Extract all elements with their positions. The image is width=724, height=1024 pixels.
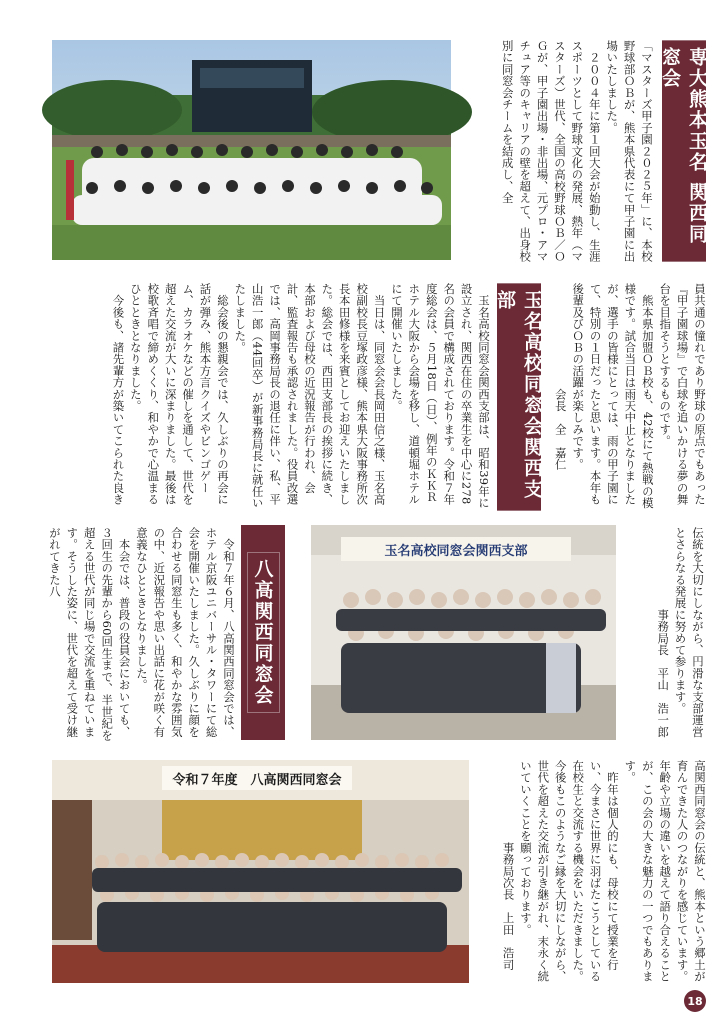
page-number: 18 <box>684 990 706 1012</box>
hachiko-banner-text: 令和７年度 八高関西同窓会 <box>172 773 342 788</box>
article2-body: 玉名高校同窓会関西支部は、昭和39年に設立され、関西在住の卒業生を中心に278名の会員で構成されております。令和７年度総会は、５月18日（日）、例年のＫＫＲホテル大阪から会場を移し、道頓堀ホテルにて開催いたしました。 当日は、同窓会会長岡田信之様、玉名高校副校長豆塚政彦様、熊本県大阪事務所次長本田修様を来賓としてお迎えいたしました。総会では、西田支部長の挨拶に続き、本部および母校の近況報告が行われ、会計、監査報告も承認されました。役員改選では、高岡事務局長の退任に伴い、私、平山浩一郎（44回卒）が新事務局長に就任いたしました。 総会後の懇親会では、久しぶりの再会に話が弾み、熊本方言クイズやビンゴゲーム、カラオケなどの催しを通して、世代を超えた交流が大いに深まりました。最後は校歌斉唱で締めくくり、和やかで心温まるひとときとなりました。 今後も、諸先輩方が築いてこられた良き <box>111 283 491 509</box>
baseball-team-photo <box>52 40 451 260</box>
article3-body-continued: 高関西同窓会の伝統と、熊本という郷土が育んできた人のつながりを感じています。年齢や立場の違いを越えて語り合えることが、この会の大きな魅力の一つでもあります。 昨年は個人的にも、母校にて授業を行い、今まさに世界に羽ばたこうとしている在校生と交流する機会をいただきました。今後もこのようなご縁を大切にしながら、世代を超えた交流が引き継がれ、末永く続いていくことを願っております。 事務局次長 上田 浩司 <box>501 760 707 983</box>
tamana-banner-text: 玉名高校同窓会関西支部 <box>384 544 528 559</box>
tamana-group-photo <box>311 525 616 740</box>
article2-body-continued: 伝統を大切にしながら、円滑な支部運営とさらなる発展に努めて参ります。 事務局長 平山 浩一郎 <box>656 527 705 738</box>
article3-heading <box>241 525 285 740</box>
article1-body-top: 「マスターズ甲子園２０２５年」に、本校野球部ＯＢが、熊本県代表にて甲子園に出場いたしました。 ２００４年に第１回大会が始動し、生涯スポーツとして野球文化の発展、熱年（マスターズ）世代、全国の高校野球ＯＢ／ＯＧが、甲子園出場・非出場、元プロ・アマチュア等のキャリアの壁を超えて、出身校別に同窓会チームを結成し、全 <box>500 40 654 263</box>
article2-heading-text: 玉名高校同窓会関西支部 <box>489 283 549 511</box>
article1-body-bottom: 員共通の憧れであり野球の原点でもあった『甲子園球場』で白球を追いかける夢の舞台を目指そうとするものです。 熊本県加盟ＯＢ校も、42校にて熱戦の模様です。試合当日は雨天中止となりましたが、選手の皆様にとっては、雨の甲子園にて、特別の１日だったと思います。本年も後輩及びＯＢの活躍が楽しみです。 会長 全 嘉仁 <box>553 283 707 509</box>
article1-heading-text: 専大熊本玉名 関西同窓会 <box>654 40 714 262</box>
hachiko-group-photo <box>52 760 469 983</box>
article2-heading <box>494 283 543 511</box>
article3-body: 令和７年６月、八高関西同窓会では、ホテル京阪ユニバーサル・タワーにて総会を開催いたしました。久しぶりに顔を合わせる同窓生も多く、和やかな雰囲気の中、近況報告や思い出話に花が咲く有意義なひとときとなりました。 本会では、普段の役員会においても、３回生の先輩から60回生まで、半世紀を超える世代が同じ場で交流を重ねています。そうした姿に、世代を超えて受け継がれてきた八 <box>47 527 236 741</box>
article3-heading-text: 八高関西同窓会 <box>247 552 280 713</box>
article1-heading <box>659 40 708 262</box>
